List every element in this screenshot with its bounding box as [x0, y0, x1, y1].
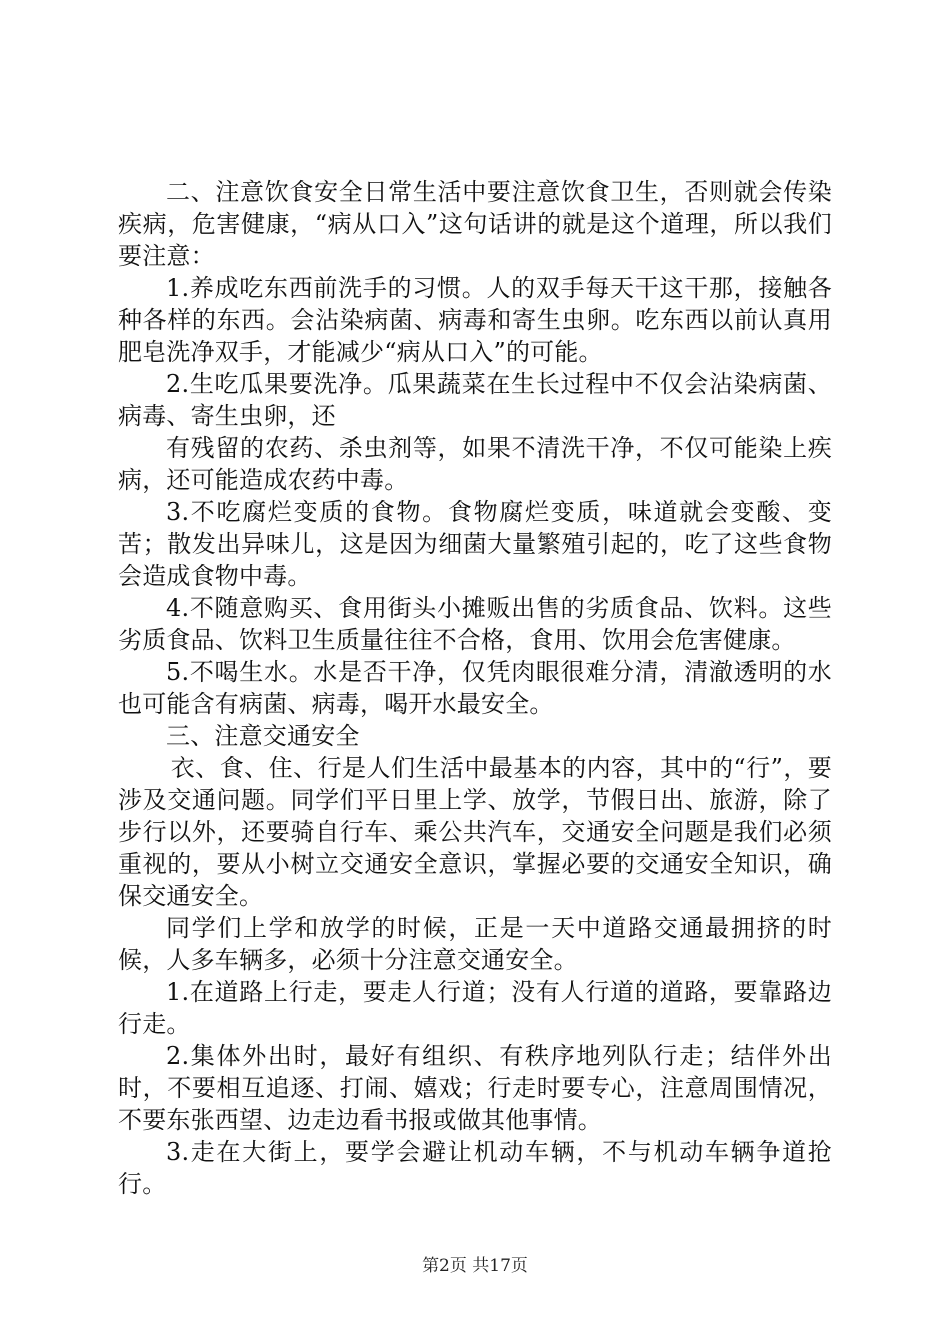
- list-item-wash-hands: 1.养成吃东西前洗手的习惯。人的双手每天干这干那，接触各种各样的东西。会沾染病菌、病毒和寄生虫卵。吃东西以前认真用肥皂洗净双手，才能减少“病从口入”的可能。: [118, 274, 832, 366]
- section-heading-traffic: 三、注意交通安全: [166, 722, 360, 750]
- list-item-street-vendors: 4.不随意购买、食用街头小摊贩出售的劣质食品、饮料。这些劣质食品、饮料卫生质量往往不合格，食用、饮用会危害健康。: [118, 594, 832, 654]
- page-footer: 第2页 共17页: [422, 1256, 528, 1276]
- list-item-yield-vehicles: 3.走在大街上，要学会避让机动车辆，不与机动车辆争道抢行。: [118, 1138, 832, 1198]
- list-item-wash-fruit: 2.生吃瓜果要洗净。瓜果蔬菜在生长过程中不仅会沾染病菌、病毒、寄生虫卵，还: [118, 370, 832, 430]
- document-body: [118, 176, 832, 1200]
- paragraph-traffic-rush: 同学们上学和放学的时候，正是一天中道路交通最拥挤的时候，人多车辆多，必须十分注意交通安全。: [118, 914, 832, 974]
- list-item-raw-water: 5.不喝生水。水是否干净，仅凭肉眼很难分清，清澈透明的水也可能含有病菌、病毒，喝开水最安全。: [118, 658, 832, 718]
- list-item-group-outing: 2.集体外出时，最好有组织、有秩序地列队行走；结伴外出时，不要相互追逐、打闹、嬉戏；行走时要专心，注意周围情况，不要东张西望、边走边看书报或做其他事情。: [118, 1042, 832, 1134]
- list-item-wash-fruit-continued: 有残留的农药、杀虫剂等，如果不清洗干净，不仅可能染上疾病，还可能造成农药中毒。: [118, 434, 832, 494]
- section-heading-diet: 二、注意饮食安全日常生活中要注意饮食卫生，否则就会传染疾病，危害健康，“病从口入”这句话讲的就是这个道理，所以我们要注意：: [118, 178, 832, 270]
- list-item-sidewalk: 1.在道路上行走，要走人行道；没有人行道的道路，要靠路边行走。: [118, 978, 832, 1038]
- list-item-spoiled-food: 3.不吃腐烂变质的食物。食物腐烂变质，味道就会变酸、变苦；散发出异味儿，这是因为细菌大量繁殖引起的，吃了这些食物会造成食物中毒。: [118, 498, 832, 590]
- paragraph-traffic-intro: 衣、食、住、行是人们生活中最基本的内容，其中的“行”，要涉及交通问题。同学们平日里上学、放学，节假日出、旅游，除了步行以外，还要骑自行车、乘公共汽车，交通安全问题是我们必须重视的，要从小树立交通安全意识，掌握必要的交通安全知识，确保交通安全。: [118, 754, 832, 910]
